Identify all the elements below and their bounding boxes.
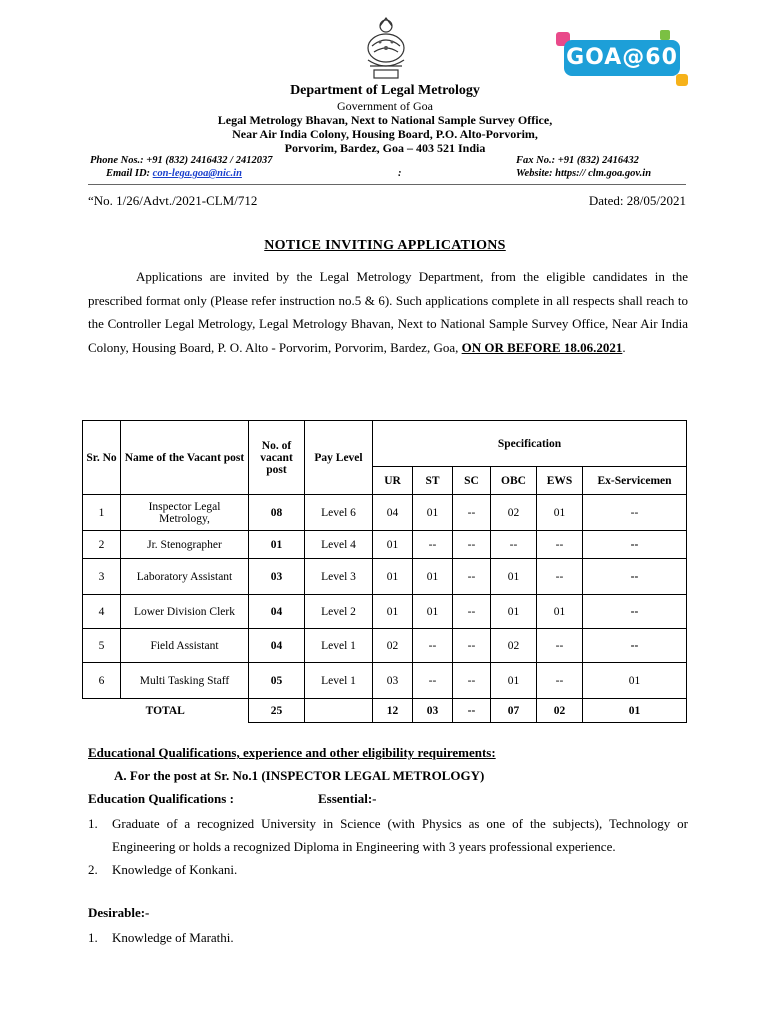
list-number: 2. bbox=[88, 862, 98, 877]
goa-at-60-logo: GOA@60 bbox=[556, 30, 688, 86]
intro-text: Applications are invited by the Legal Metrology Department, from the eligible candidates in the prescribed format only (Please refer instruction no.5 & 6). Such applications complete in all respects shall reach to the Controller Legal Metrology, Legal Metrology Bhavan, Next to National Sample Survey Office, Near Air India Colony, Housing Board, P. O. Alto - Porvorim, Porvorim, Bardez, Goa, bbox=[88, 269, 688, 355]
essential-label bbox=[318, 791, 377, 807]
total-pay-empty bbox=[305, 699, 373, 723]
total-ews: 02 bbox=[537, 699, 583, 723]
total-ex: 01 bbox=[583, 699, 687, 723]
state-emblem-icon bbox=[358, 16, 414, 82]
intro-paragraph bbox=[88, 265, 688, 359]
cell-pay: Level 2 bbox=[305, 595, 373, 629]
post-subheading-text: A. For the post at Sr. No.1 (INSPECTOR LEGAL METROLOGY) bbox=[114, 768, 485, 783]
notice-title: NOTICE INVITING APPLICATIONS bbox=[264, 238, 506, 253]
desirable-list bbox=[88, 926, 688, 949]
table-row bbox=[83, 629, 687, 663]
cell-st: -- bbox=[413, 663, 453, 699]
address-line-2: Near Air India Colony, Housing Board, P.O. Alto-Porvorim, bbox=[232, 127, 538, 141]
cell-vacant: 01 bbox=[249, 531, 305, 559]
cell-ex: -- bbox=[583, 629, 687, 663]
reference-line bbox=[88, 193, 686, 209]
cell-ews: -- bbox=[537, 559, 583, 595]
essential-label-text: Essential:- bbox=[318, 791, 377, 806]
table-row bbox=[83, 495, 687, 531]
cell-ur: 01 bbox=[373, 531, 413, 559]
cell-ews: -- bbox=[537, 531, 583, 559]
cell-sc: -- bbox=[453, 595, 491, 629]
cell-post: Laboratory Assistant bbox=[121, 559, 249, 595]
email-block bbox=[106, 168, 242, 179]
cell-obc: -- bbox=[491, 531, 537, 559]
website: Website: https:// clm.goa.gov.in bbox=[516, 168, 652, 179]
cell-ur: 01 bbox=[373, 559, 413, 595]
cell-pay: Level 1 bbox=[305, 663, 373, 699]
reference-number: “No. 1/26/Advt./2021-CLM/712 bbox=[88, 193, 258, 208]
cell-sr: 2 bbox=[83, 531, 121, 559]
header-ews: EWS bbox=[537, 467, 583, 495]
cell-post: Multi Tasking Staff bbox=[121, 663, 249, 699]
cell-obc: 02 bbox=[491, 629, 537, 663]
cell-st: -- bbox=[413, 629, 453, 663]
cell-ur: 03 bbox=[373, 663, 413, 699]
post-subheading bbox=[114, 768, 484, 784]
address-line-3: Porvorim, Bardez, Goa – 403 521 India bbox=[284, 141, 486, 155]
intro-end: . bbox=[622, 339, 626, 355]
cell-ex: -- bbox=[583, 531, 687, 559]
total-vacant: 25 bbox=[249, 699, 305, 723]
email-link[interactable]: con-lega.goa@nic.in bbox=[152, 168, 242, 179]
cell-ex: -- bbox=[583, 495, 687, 531]
fax-number: Fax No.: +91 (832) 2416432 bbox=[516, 155, 639, 166]
cell-pay: Level 6 bbox=[305, 495, 373, 531]
cell-sc: -- bbox=[453, 559, 491, 595]
list-item bbox=[88, 812, 688, 858]
cell-st: -- bbox=[413, 531, 453, 559]
cell-post: Inspector Legal Metrology, bbox=[121, 495, 249, 531]
reference-date: Dated: 28/05/2021 bbox=[588, 193, 686, 208]
cell-ur: 04 bbox=[373, 495, 413, 531]
cell-ur: 01 bbox=[373, 595, 413, 629]
cell-vacant: 04 bbox=[249, 629, 305, 663]
desirable-label bbox=[88, 905, 149, 921]
cell-vacant: 03 bbox=[249, 559, 305, 595]
cell-vacant: 05 bbox=[249, 663, 305, 699]
cell-obc: 02 bbox=[491, 495, 537, 531]
cell-obc: 01 bbox=[491, 595, 537, 629]
header-ex-servicemen: Ex-Servicemen bbox=[583, 467, 687, 495]
total-st: 03 bbox=[413, 699, 453, 723]
cell-obc: 01 bbox=[491, 663, 537, 699]
cell-sc: -- bbox=[453, 495, 491, 531]
header-ur: UR bbox=[373, 467, 413, 495]
table-row bbox=[83, 595, 687, 629]
header-vacant: No. of vacant post bbox=[249, 421, 305, 495]
total-ur: 12 bbox=[373, 699, 413, 723]
cell-st: 01 bbox=[413, 559, 453, 595]
cell-ex: 01 bbox=[583, 663, 687, 699]
header-specification: Specification bbox=[373, 421, 687, 467]
list-number: 1. bbox=[88, 930, 98, 945]
department-name: Department of Legal Metrology bbox=[290, 83, 480, 98]
cell-ur: 02 bbox=[373, 629, 413, 663]
address-line-1: Legal Metrology Bhavan, Next to National Sample Survey Office, bbox=[217, 113, 553, 127]
cell-ews: 01 bbox=[537, 495, 583, 531]
table-row bbox=[83, 559, 687, 595]
cell-st: 01 bbox=[413, 495, 453, 531]
government-name: Government of Goa bbox=[337, 99, 433, 113]
separator: : bbox=[398, 168, 402, 179]
education-label bbox=[88, 791, 234, 807]
cell-sc: -- bbox=[453, 663, 491, 699]
cell-st: 01 bbox=[413, 595, 453, 629]
cell-sr: 5 bbox=[83, 629, 121, 663]
cell-ews: -- bbox=[537, 629, 583, 663]
cell-ews: 01 bbox=[537, 595, 583, 629]
cell-vacant: 04 bbox=[249, 595, 305, 629]
header-sr-no: Sr. No bbox=[83, 421, 121, 495]
essential-list bbox=[88, 812, 688, 881]
cell-sr: 4 bbox=[83, 595, 121, 629]
cell-post: Jr. Stenographer bbox=[121, 531, 249, 559]
total-row bbox=[83, 699, 687, 723]
phone-numbers: Phone Nos.: +91 (832) 2416432 / 2412037 bbox=[90, 155, 273, 166]
cell-post: Field Assistant bbox=[121, 629, 249, 663]
desirable-label-text: Desirable:- bbox=[88, 905, 150, 920]
header-post-name: Name of the Vacant post bbox=[121, 421, 249, 495]
table-row bbox=[83, 663, 687, 699]
cell-pay: Level 4 bbox=[305, 531, 373, 559]
cell-obc: 01 bbox=[491, 559, 537, 595]
header-st: ST bbox=[413, 467, 453, 495]
list-text: Knowledge of Konkani. bbox=[112, 862, 238, 877]
list-text: Graduate of a recognized University in Science (with Physics as one of the subjects), Technology or Engineering or holds a recognized Diploma in Engineering with 3 years professional experience. bbox=[112, 816, 688, 854]
vacancy-table bbox=[82, 420, 687, 723]
list-item bbox=[88, 858, 688, 881]
header-sc: SC bbox=[453, 467, 491, 495]
cell-ex: -- bbox=[583, 559, 687, 595]
total-obc: 07 bbox=[491, 699, 537, 723]
cell-sc: -- bbox=[453, 629, 491, 663]
deadline: ON OR BEFORE 18.06.2021 bbox=[461, 339, 623, 355]
header-pay-level: Pay Level bbox=[305, 421, 373, 495]
email-label: Email ID: bbox=[106, 168, 151, 179]
list-text: Knowledge of Marathi. bbox=[112, 930, 234, 945]
cell-pay: Level 1 bbox=[305, 629, 373, 663]
qualifications-heading bbox=[88, 745, 496, 761]
cell-sr: 1 bbox=[83, 495, 121, 531]
total-label: TOTAL bbox=[83, 699, 249, 723]
education-label-text: Education Qualifications : bbox=[88, 791, 234, 806]
header-divider bbox=[88, 184, 686, 185]
cell-post: Lower Division Clerk bbox=[121, 595, 249, 629]
list-item bbox=[88, 926, 688, 949]
list-number: 1. bbox=[88, 816, 98, 831]
cell-sr: 6 bbox=[83, 663, 121, 699]
qualifications-heading-text: Educational Qualifications, experience and other eligibility requirements: bbox=[88, 745, 496, 760]
cell-ex: -- bbox=[583, 595, 687, 629]
table-row bbox=[83, 531, 687, 559]
cell-sr: 3 bbox=[83, 559, 121, 595]
cell-vacant: 08 bbox=[249, 495, 305, 531]
cell-pay: Level 3 bbox=[305, 559, 373, 595]
cell-sc: -- bbox=[453, 531, 491, 559]
header-obc: OBC bbox=[491, 467, 537, 495]
cell-ews: -- bbox=[537, 663, 583, 699]
total-sc: -- bbox=[453, 699, 491, 723]
